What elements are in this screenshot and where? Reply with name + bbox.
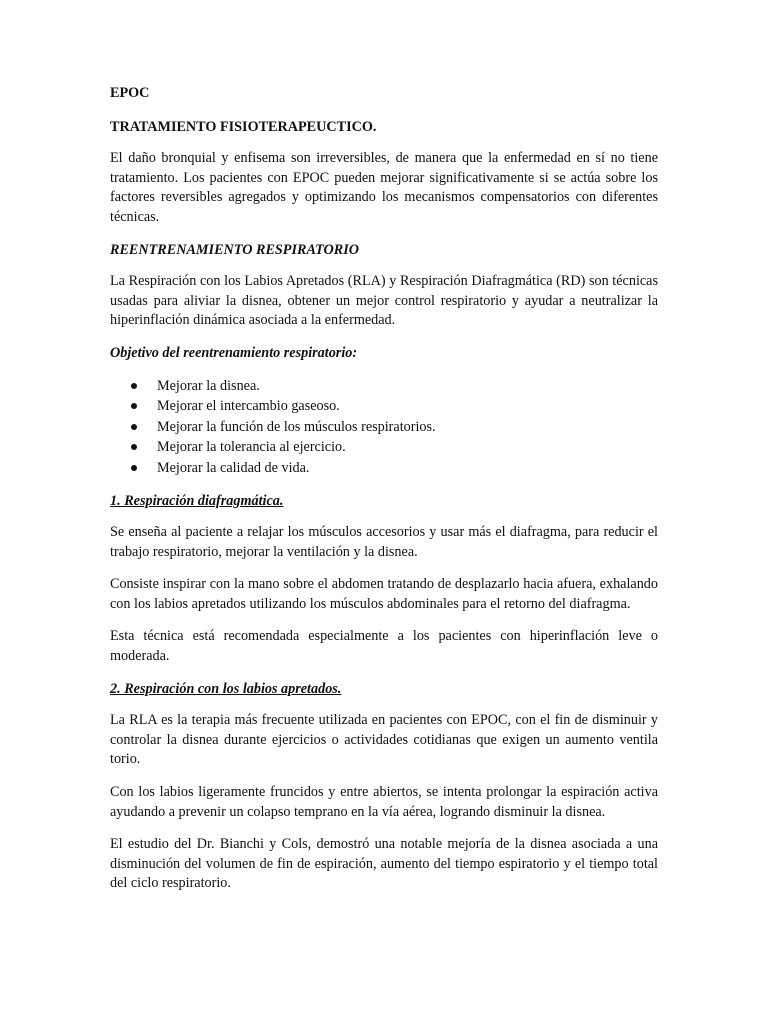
list-item-text: Mejorar el intercambio gaseoso. — [157, 398, 340, 415]
diaphragmatic-paragraph: Se enseña al paciente a relajar los músculos accesorios y usar más el diafragma, para reducir el trabajo respiratorio, mejorar la ventilación y la disnea. — [110, 524, 658, 560]
list-item — [110, 376, 658, 397]
retraining-heading: REENTRENAMIENTO RESPIRATORIO — [110, 241, 360, 258]
pursed-lips-paragraph: Con los labios ligeramente fruncidos y entre abiertos, se intenta prolongar la espiración activa ayudando a prevenir un colapso temprano en la vía aérea, logrando disminuir la disnea. — [110, 784, 658, 820]
list-item-text: Mejorar la función de los músculos respiratorios. — [157, 418, 436, 435]
retraining-paragraph: La Respiración con los Labios Apretados (RLA) y Respiración Diafragmática (RD) son técnicas usadas para aliviar la disnea, obtener un mejor control respiratorio y ayudar a neutralizar la hiperinflación dinámica asociada a la enfermedad. — [110, 273, 658, 329]
bullet-icon — [131, 403, 137, 409]
document-page — [110, 84, 658, 907]
diaphragmatic-heading: 1. Respiración diafragmática. — [110, 492, 284, 509]
pursed-lips-paragraph: El estudio del Dr. Bianchi y Cols, demostró una notable mejoría de la disnea asociada a una disminución del volumen de fin de espiración, aumento del tiempo espiratorio y el tiempo total del ciclo respiratorio. — [110, 836, 658, 892]
document-title: EPOC — [110, 85, 150, 101]
diaphragmatic-paragraph: Consiste inspirar con la mano sobre el abdomen tratando de desplazarlo hacia afuera, exhalando con los labios apretados utilizando los músculos abdominales para el retorno del diafragma. — [110, 576, 658, 612]
objectives-list — [110, 376, 658, 479]
list-item — [110, 458, 658, 479]
document-subtitle: TRATAMIENTO FISIOTERAPEUCTICO. — [110, 118, 377, 135]
bullet-icon — [131, 383, 137, 389]
pursed-lips-paragraph: La RLA es la terapia más frecuente utilizada en pacientes con EPOC, con el fin de disminuir y controlar la disnea durante ejercicios o actividades cotidianas que exigen un aumento ventila torio. — [110, 712, 658, 768]
intro-paragraph: El daño bronquial y enfisema son irreversibles, de manera que la enfermedad en sí no tiene tratamiento. Los pacientes con EPOC pueden mejorar significativamente si se actúa sobre los factores reversibles agregados y optimizando los mecanismos compensatorios con diferentes técnicas. — [110, 150, 658, 225]
diaphragmatic-paragraph: Esta técnica está recomendada especialmente a los pacientes con hiperinflación leve o moderada. — [110, 628, 658, 665]
pursed-lips-heading: 2. Respiración con los labios apretados. — [110, 680, 342, 697]
bullet-icon — [131, 424, 137, 430]
list-item-text: Mejorar la disnea. — [157, 377, 260, 394]
bullet-icon — [131, 444, 137, 450]
list-item — [110, 417, 658, 438]
list-item-text: Mejorar la tolerancia al ejercicio. — [157, 439, 346, 456]
list-item-text: Mejorar la calidad de vida. — [157, 459, 310, 476]
list-item — [110, 396, 658, 417]
list-item — [110, 437, 658, 458]
bullet-icon — [131, 465, 137, 471]
objective-heading: Objetivo del reentrenamiento respiratorio: — [110, 344, 358, 361]
